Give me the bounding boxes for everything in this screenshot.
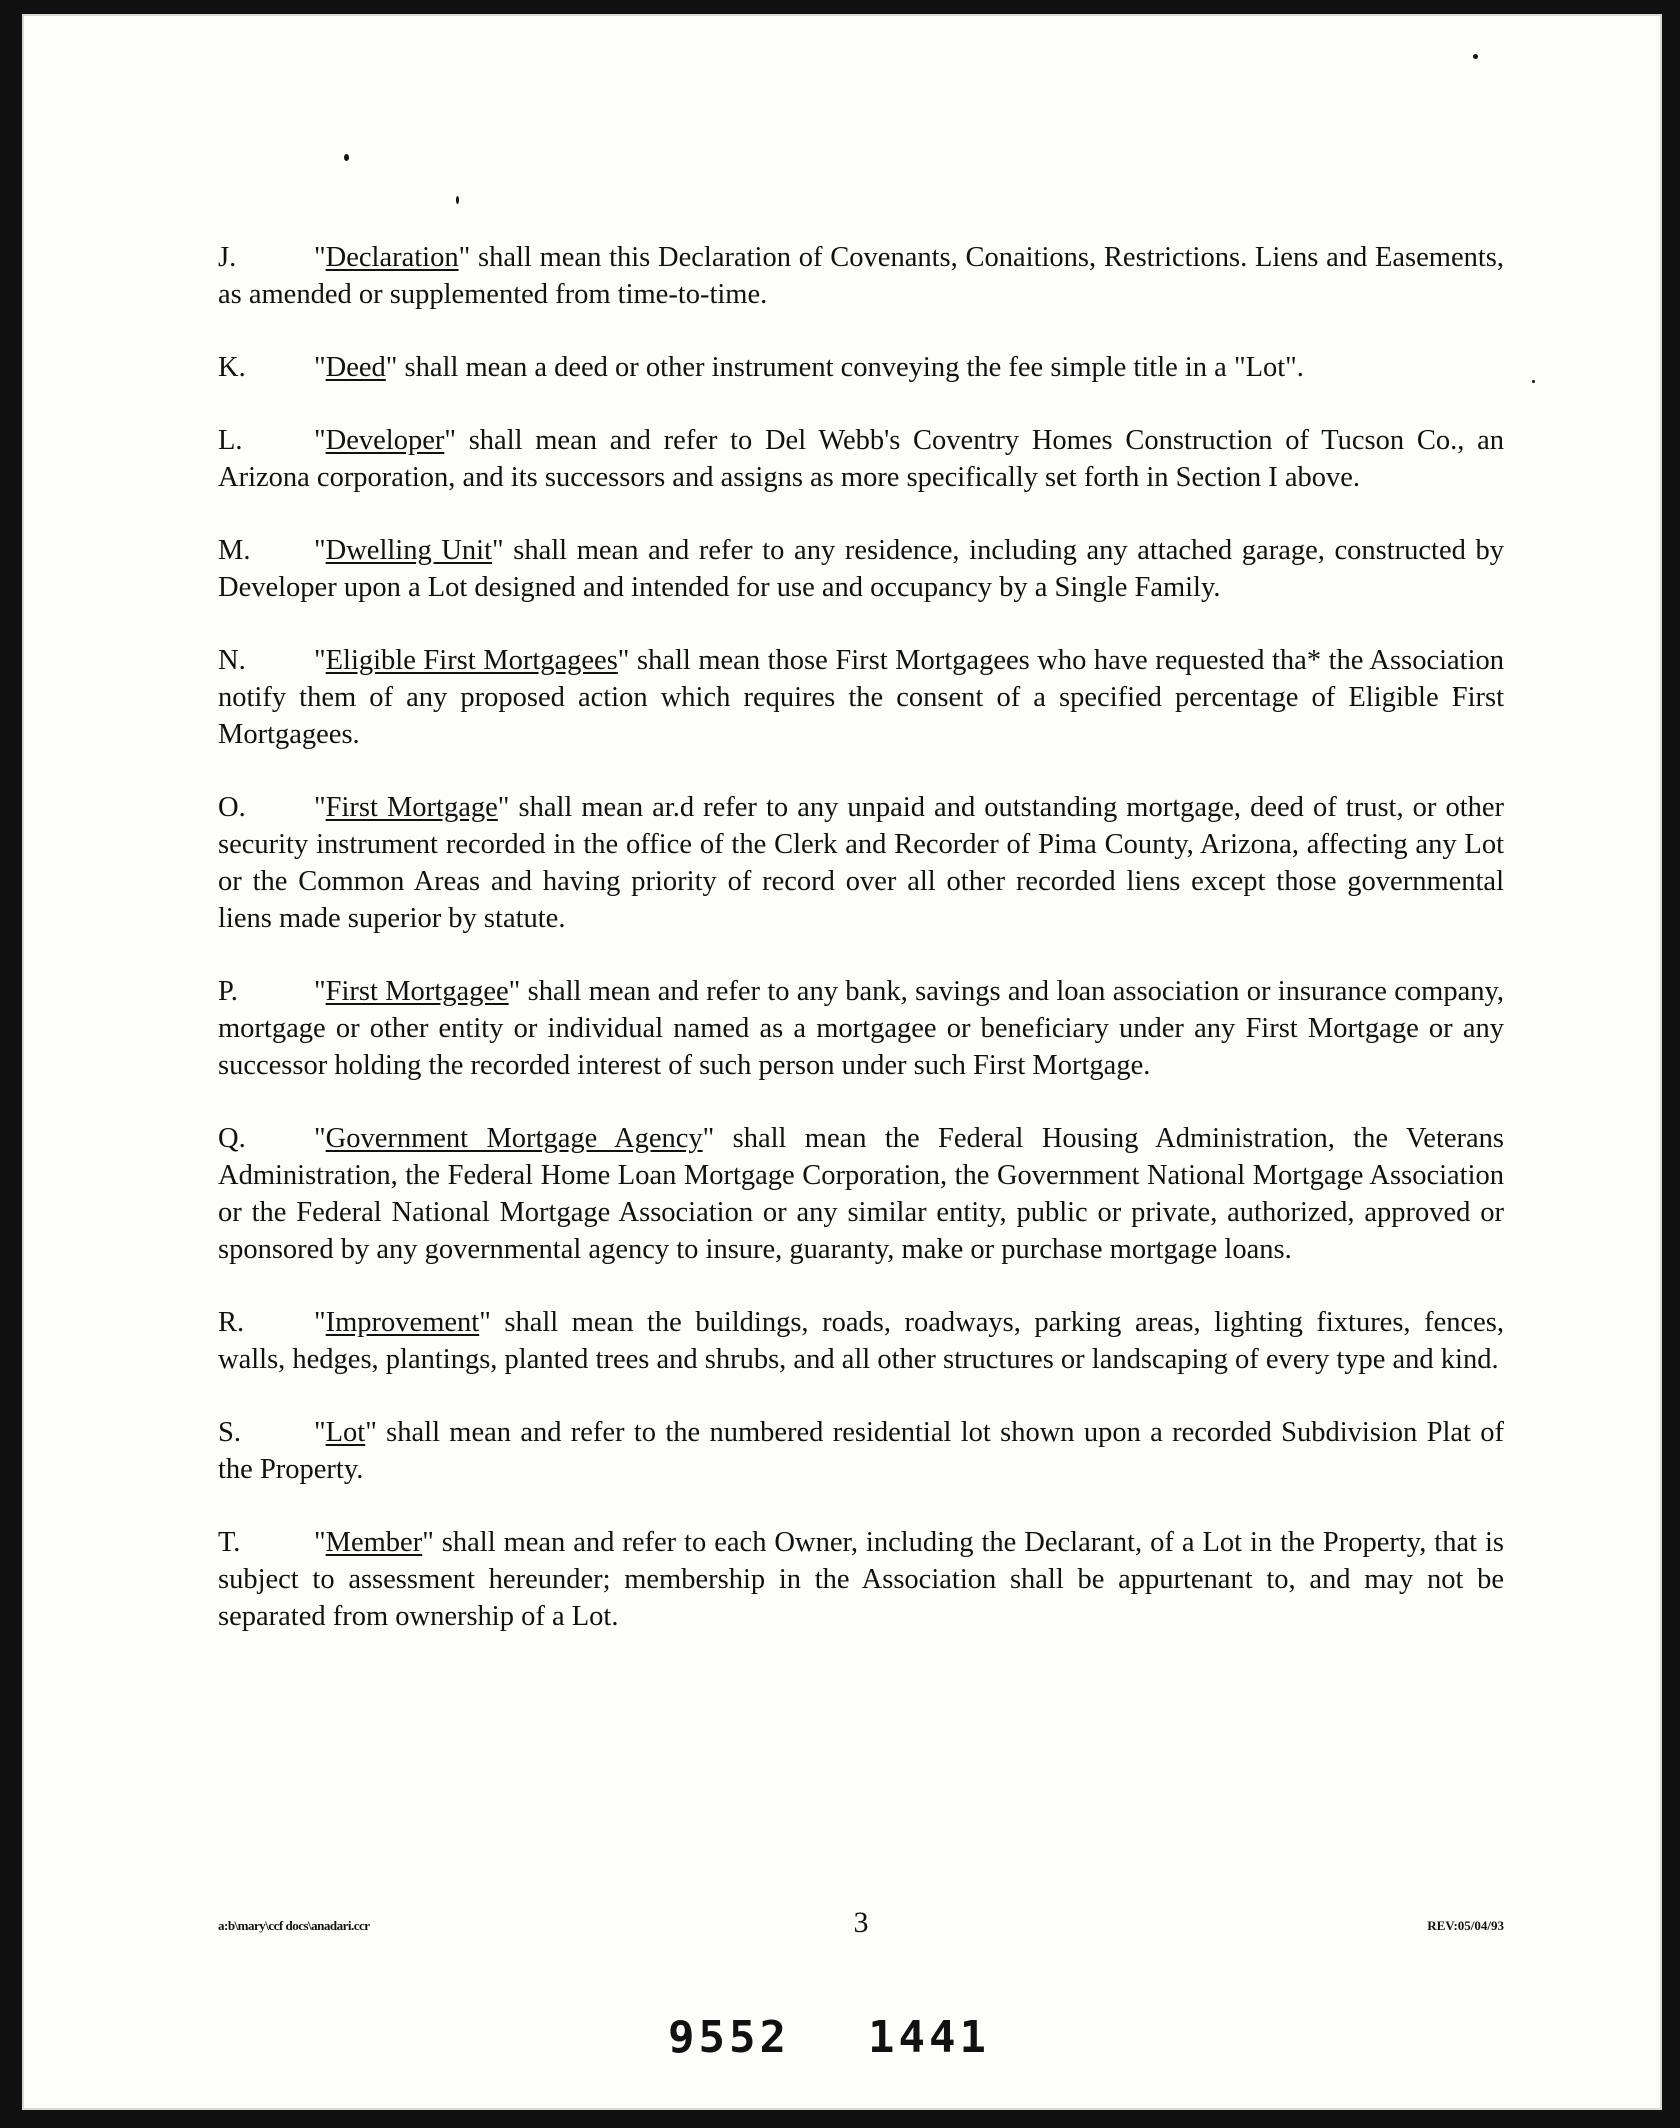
definition-term: Lot [325,1417,366,1448]
definition-letter: P. [218,976,238,1007]
definition-term: Declaration [325,242,459,273]
definition-text: " shall mean and refer to each Owner, including the Declarant, of a Lot in the Property, that is subject to assessment hereunder; membership in the Association shall be appurtenant to, and may not be separated from ownership of a Lot. [218,1527,1504,1632]
definition-text: " shall mean a deed or other instrument conveying the fee simple title in a "Lot". [385,352,1304,383]
definition-item: P. "First Mortgagee" shall mean and refer to any bank, savings and loan association or insurance company, mortgage or other entity or individual named as a mortgagee or beneficiary under any First Mortgage or any successor holding the recorded interest of such person under such First Mortgage. [218,973,1504,1084]
page-footer [218,1906,1504,1946]
definition-item: S. "Lot" shall mean and refer to the numbered residential lot shown upon a recorded Subdivision Plat of the Property. [218,1414,1504,1488]
definition-term: Deed [325,352,386,383]
definition-letter: J. [218,242,237,273]
definition-text: " shall mean those First Mortgagees who have requested tha* the Association notify them of any proposed action which requires the consent of a specified percentage of Eligible First Mortgagees. [218,645,1504,750]
definition-term: First Mortgagee [325,976,509,1007]
definition-item: N. "Eligible First Mortgagees" shall mean those First Mortgagees who have requested tha* the Association notify them of any proposed action which requires the consent of a specified percentage of Eligible First Mortgagees. [218,642,1504,753]
definitions-list [218,239,1504,1671]
scan-speck [456,196,459,204]
definition-text: " shall mean and refer to Del Webb's Coventry Homes Construction of Tucson Co., an Arizona corporation, and its successors and assigns as more specifically set forth in Section I above. [218,425,1504,493]
definition-term: Developer [325,425,445,456]
definition-item: T. "Member" shall mean and refer to each Owner, including the Declarant, of a Lot in the Property, that is subject to assessment hereunder; membership in the Association shall be appurtenant to, and may not be separated from ownership of a Lot. [218,1524,1504,1635]
definition-letter: K. [218,352,246,383]
definition-text: " shall mean and refer to any bank, savings and loan association or insurance company, mortgage or other entity or individual named as a mortgagee or beneficiary under any First Mortgage or any successor holding the recorded interest of such person under such First Mortgage. [218,976,1504,1081]
page-number: 3 [853,1906,869,1939]
definition-item: Q. "Government Mortgage Agency" shall mean the Federal Housing Administration, the Veterans Administration, the Federal Home Loan Mortgage Corporation, the Government National Mortgage Association or the Federal National Mortgage Association or any similar entity, public or private, authorized, approved or sponsored by any governmental agency to insure, guaranty, make or purchase mortgage loans. [218,1120,1504,1268]
definition-item: O. "First Mortgage" shall mean ar.d refer to any unpaid and outstanding mortgage, deed of trust, or other security instrument recorded in the office of the Clerk and Recorder of Pima County, Arizona, affecting any Lot or the Common Areas and having priority of record over all other recorded liens except those governmental liens made superior by statute. [218,789,1504,937]
file-path: a:b\mary\ccf docs\anadari.ccr [218,1918,370,1933]
definition-item: L. "Developer" shall mean and refer to Del Webb's Coventry Homes Construction of Tucson Co., an Arizona corporation, and its successors and assigns as more specifically set forth in Section I above. [218,422,1504,496]
definition-letter: T. [218,1527,241,1558]
definition-term: Dwelling Unit [325,535,493,566]
recording-page-number: 1441 [867,2012,990,2063]
definition-item: K. "Deed" shall mean a deed or other instrument conveying the fee simple title in a "Lot". [218,349,1504,386]
definition-term: Improvement [325,1307,480,1338]
definition-item: M. "Dwelling Unit" shall mean and refer to any residence, including any attached garage, constructed by Developer upon a Lot designed and intended for use and occupancy by a Single Family. [218,532,1504,606]
definition-letter: Q. [218,1123,246,1154]
definition-term: Eligible First Mortgagees [325,645,618,676]
definition-text: " shall mean the buildings, roads, roadways, parking areas, lighting fixtures, fences, walls, hedges, plantings, planted trees and shrubs, and all other structures or landscaping of every type and kind. [218,1307,1504,1375]
definition-text: " shall mean and refer to the numbered residential lot shown upon a recorded Subdivision Plat of the Property. [218,1417,1504,1485]
definition-letter: R. [218,1307,245,1338]
scan-speck [344,154,349,161]
revision-date: REV:05/04/93 [1427,1918,1504,1933]
document-page [22,14,1662,2110]
definition-term: Government Mortgage Agency [325,1123,703,1154]
recording-stamp [668,2012,990,2063]
scan-speck [1532,380,1535,383]
definition-letter: N. [218,645,246,676]
definition-term: Member [325,1527,423,1558]
definition-text: " shall mean and refer to any residence, including any attached garage, constructed by Developer upon a Lot designed and intended for use and occupancy by a Single Family. [218,535,1504,603]
definition-term: First Mortgage [325,792,498,823]
docket-number: 9552 [668,2012,790,2063]
definition-text: " shall mean this Declaration of Covenants, Conaitions, Restrictions. Liens and Easements, as amended or supplemented from time-to-time. [218,242,1504,310]
definition-item: J. "Declaration" shall mean this Declaration of Covenants, Conaitions, Restrictions. Liens and Easements, as amended or supplemented from time-to-time. [218,239,1504,313]
definition-letter: M. [218,535,251,566]
definition-text: " shall mean ar.d refer to any unpaid and outstanding mortgage, deed of trust, or other security instrument recorded in the office of the Clerk and Recorder of Pima County, Arizona, affecting any Lot or the Common Areas and having priority of record over all other recorded liens except those governmental liens made superior by statute. [218,792,1504,934]
scan-speck [1473,54,1478,59]
definition-letter: L. [218,425,243,456]
definition-letter: O. [218,792,246,823]
definition-item: R. "Improvement" shall mean the buildings, roads, roadways, parking areas, lighting fixtures, fences, walls, hedges, plantings, planted trees and shrubs, and all other structures or landscaping of every type and kind. [218,1304,1504,1378]
definition-text: " shall mean the Federal Housing Administration, the Veterans Administration, the Federal Home Loan Mortgage Corporation, the Government National Mortgage Association or the Federal National Mortgage Association or any similar entity, public or private, authorized, approved or sponsored by any governmental agency to insure, guaranty, make or purchase mortgage loans. [218,1123,1504,1265]
definition-letter: S. [218,1417,241,1448]
